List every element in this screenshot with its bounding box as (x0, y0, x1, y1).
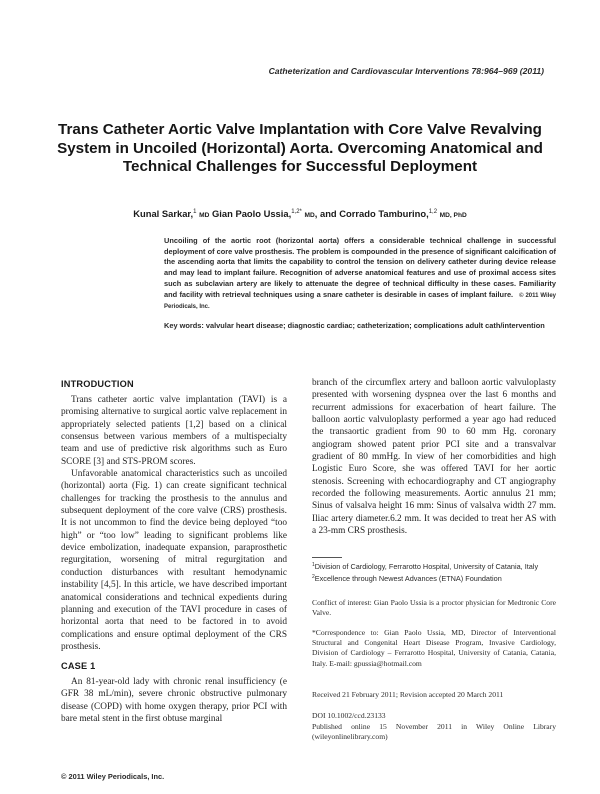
affiliation (312, 560, 552, 572)
received-dates: Received 21 February 2011; Revision accepted 20 March 2011 (312, 690, 504, 699)
author-affiliation-sup: 1,2 (428, 209, 438, 215)
abstract-text: Uncoiling of the aortic root (horizontal aorta) offers a considerable technical challenge in successful deployment of core valve prosthesis. The problem is compounded in the presence of significant calcification of the ascending aorta that limits the capability to control the tension on delivery catheter during device release and may lead to implant failure. Recognition of adverse anatomical features and use of proximal access sites such as subclavian artery are likely to attenuate the degree of technical difficulty in these cases. Familiarity and facility with retrieval techniques using a snare catheter is desirable in cases of implant failure. (164, 236, 556, 299)
section-heading-case1: CASE 1 (61, 661, 96, 671)
author-joiner: , and (314, 208, 337, 219)
page-footer-copyright: © 2011 Wiley Periodicals, Inc. (61, 772, 165, 781)
case1-body (61, 676, 287, 725)
introduction-body (61, 394, 287, 653)
author-name: Gian Paolo Ussia, (212, 208, 292, 219)
author-degree: MD (304, 212, 315, 219)
right-column-body (312, 377, 556, 537)
paragraph: An 81-year-old lady with chronic renal insufficiency (e GFR 38 mL/min), severe chronic obstructive pulmonary disease (COPD) with home oxygen therapy, prior PCI with bare metal stent in the first obtuse marginal (61, 677, 287, 725)
author-list (40, 208, 560, 219)
author-affiliation-sup: 1 (193, 209, 197, 215)
abstract-copyright: © 2011 Wiley Periodicals, Inc. (164, 292, 556, 311)
author-degree: MD (199, 212, 210, 219)
abstract (164, 236, 556, 313)
correspondence: *Correspondence to: Gian Paolo Ussia, MD, Director of Interventional Structural and Congenital Heart Disease Program, Invasive Cardiology, Division of Cardiology – Ferrarotto Hospital, University of Catania, Catania, Italy. E-mail: gpussia@hotmail.com (312, 628, 556, 668)
author-name: Kunal Sarkar, (133, 208, 194, 219)
affiliation-sup: 2 (312, 574, 315, 581)
published-online: Published online 15 November 2011 in Wiley Online Library (wileyonlinelibrary.com) (312, 722, 556, 742)
footnote-divider (312, 557, 342, 558)
affiliation-text: Excellence through Newest Advances (ETNA) Foundation (314, 574, 502, 584)
article-title: Trans Catheter Aortic Valve Implantation with Core Valve Revalving System in Uncoiled (Horizontal) Aorta. Overcoming Anatomical and Technical Challenges for Successful Deployment (57, 121, 543, 176)
journal-header: Catheterization and Cardiovascular Interventions 78:964–969 (2011) (268, 66, 544, 76)
paragraph: Unfavorable anatomical characteristics such as uncoiled (horizontal) aorta (Fig. 1) can create significant technical challenges for tracking the prosthesis to the annulus and subsequent deployment of the core valve (CRS) prosthesis. It is not uncommon to find the device being deployed “too high” or “too low” leading to significant problems like device embolization, inadequate expansion, paraprosthetic regurgitation, worsening of mitral regurgitation and conduction disturbances with resultant hemodynamic instability [4,5]. In this article, we have described important anatomical considerations and technical expedients during planning and execution of the TAVI procedure in cases of horizontal aorta that need to be factored in to avoid complications and ensure optimal deployment of the CRS prosthesis. (61, 469, 287, 652)
affiliation-text: Division of Cardiology, Ferrarotto Hospital, University of Catania, Italy (314, 562, 539, 571)
paragraph: branch of the circumflex artery and balloon aortic valvuloplasty presented with worsening dyspnea over the last 6 months and recurrent admissions for exacerbation of heart failure. The balloon aortic valvuloplasty performed a year ago had reduced the transaortic gradient from 90 to 60 mm Hg. coronary angiogram showed patent prior PCI site and a transvalvar gradient of 80 mmHg. In view of her comorbidities and high Logistic Euro Score, she was offered TAVI for her aortic stenosis. Screening with echocardiography and CT angiography recorded the following measurements. Aortic annulus 21 mm; Sinus of valsalva height 16 mm: Sinus of valsalva width 27 mm. Iliac artery diameter.6.2 mm. It was decided to treat her AS with a 23-mm CRS prosthesis. (312, 378, 556, 537)
doi: DOI 10.1002/ccd.23133 (312, 711, 386, 720)
keywords: Key words: valvular heart disease; diagnostic cardiac; catheterization; complications adult cath/intervention (164, 321, 545, 330)
author-affiliation-sup: 1,2* (291, 209, 302, 215)
author-degree: MD, PhD (439, 212, 467, 219)
author-name: Corrado Tamburino, (339, 208, 429, 219)
affiliations (312, 560, 552, 584)
section-heading-introduction: INTRODUCTION (61, 379, 134, 389)
affiliation-sup: 1 (312, 562, 315, 568)
paragraph: Trans catheter aortic valve implantation (TAVI) is a promising alternative to surgical aortic valve replacement in appropriately selected patients [1,2] based on a clinical consensus between various members of a multispecialty team and use of predictive risk algorithms such as Euro SCORE [3] and STS-PROM scores. (61, 395, 287, 467)
affiliation (312, 572, 552, 584)
conflict-of-interest: Conflict of interest: Gian Paolo Ussia is a proctor physician for Medtronic Core Valve. (312, 598, 556, 618)
